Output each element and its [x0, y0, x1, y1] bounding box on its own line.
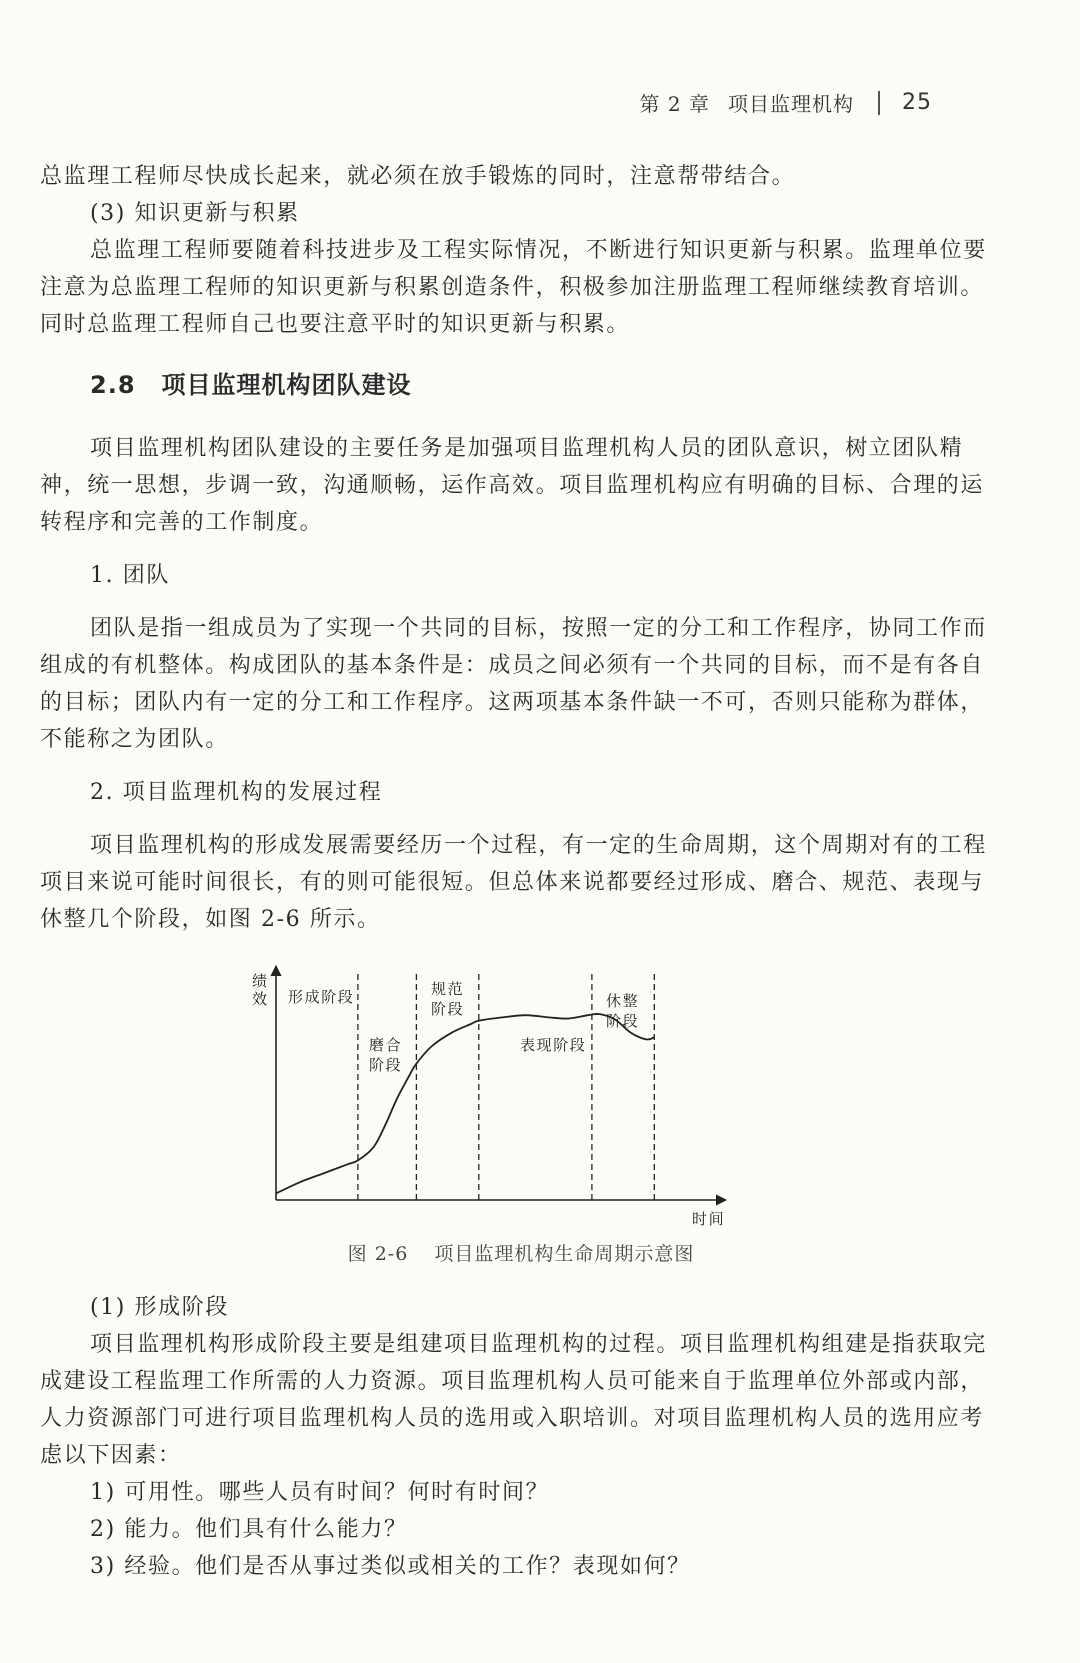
paragraph: 总监理工程师尽快成长起来，就必须在放手锻炼的同时，注意帮带结合。 — [40, 164, 796, 189]
section-title: 项目监理机构团队建设 — [161, 371, 412, 399]
paragraph: 项目监理机构的形成发展需要经历一个过程，有一定的生命周期，这个周期对有的工程项目来说可能时间很长，有的则可能很短。但总体来说都要经过形成、磨合、规范、表现与休整几个阶段，如图 2-6 所示。 — [40, 833, 987, 932]
list-item: 3) 经验。他们是否从事过类似或相关的工作？表现如何？ — [90, 1554, 691, 1579]
phase-label-5: 休整阶段 — [606, 992, 640, 1030]
subheading-knowledge-update: (3) 知识更新与积累 — [90, 201, 300, 226]
chapter-number: 第 2 章 — [639, 92, 710, 116]
section-number: 2.8 — [90, 371, 136, 399]
phase-label-1: 形成阶段 — [288, 988, 355, 1006]
subheading-team: 1. 团队 — [90, 563, 170, 588]
page-header — [640, 88, 932, 117]
section-heading — [40, 367, 1002, 404]
page-body — [40, 158, 1002, 1585]
lifecycle-figure — [40, 952, 1002, 1242]
subheading-formation: (1) 形成阶段 — [90, 1295, 229, 1320]
list-item: 2) 能力。他们具有什么能力？ — [90, 1517, 408, 1542]
performance-curve — [276, 1014, 654, 1194]
paragraph: 项目监理机构团队建设的主要任务是加强项目监理机构人员的团队意识，树立团队精神，统一思想，步调一致，沟通顺畅，运作高效。项目监理机构应有明确的目标、合理的运转程序和完善的工作制度。 — [40, 436, 985, 535]
phase-label-3: 规范阶段 — [431, 980, 465, 1018]
figure-id: 图 2-6 — [347, 1243, 409, 1265]
paragraph: 总监理工程师要随着科技进步及工程实际情况，不断进行知识更新与积累。监理单位要注意为总监理工程师的知识更新与积累创造条件，积极参加注册监理工程师继续教育培训。同时总监理工程师自己也要注意平时的知识更新与积累。 — [40, 238, 987, 337]
list-item: 1) 可用性。哪些人员有时间？何时有时间？ — [90, 1480, 550, 1505]
figure-caption-text: 项目监理机构生命周期示意图 — [434, 1243, 695, 1265]
x-axis-label: 时间 — [692, 1210, 726, 1228]
phase-label-2: 磨合阶段 — [369, 1036, 403, 1074]
header-divider — [878, 91, 880, 115]
phase-label-4: 表现阶段 — [520, 1036, 587, 1054]
paragraph: 项目监理机构形成阶段主要是组建项目监理机构的过程。项目监理机构组建是指获取完成建设工程监理工作所需的人力资源。项目监理机构人员可能来自于监理单位外部或内部，人力资源部门可进行项目监理机构人员的选用或入职培训。对项目监理机构人员的选用应考虑以下因素： — [40, 1332, 987, 1468]
lifecycle-chart — [40, 952, 1002, 1242]
page-number: 25 — [902, 90, 932, 115]
y-axis-label-1: 绩 — [252, 972, 269, 990]
y-axis-label-2: 效 — [252, 990, 269, 1008]
chapter-title: 项目监理机构 — [728, 92, 854, 116]
subheading-development: 2. 项目监理机构的发展过程 — [90, 780, 383, 805]
paragraph: 团队是指一组成员为了实现一个共同的目标，按照一定的分工和工作程序，协同工作而组成的有机整体。构成团队的基本条件是：成员之间必须有一个共同的目标，而不是有各自的目标；团队内有一定的分工和工作程序。这两项基本条件缺一不可，否则只能称为群体，不能称之为团队。 — [40, 616, 987, 752]
